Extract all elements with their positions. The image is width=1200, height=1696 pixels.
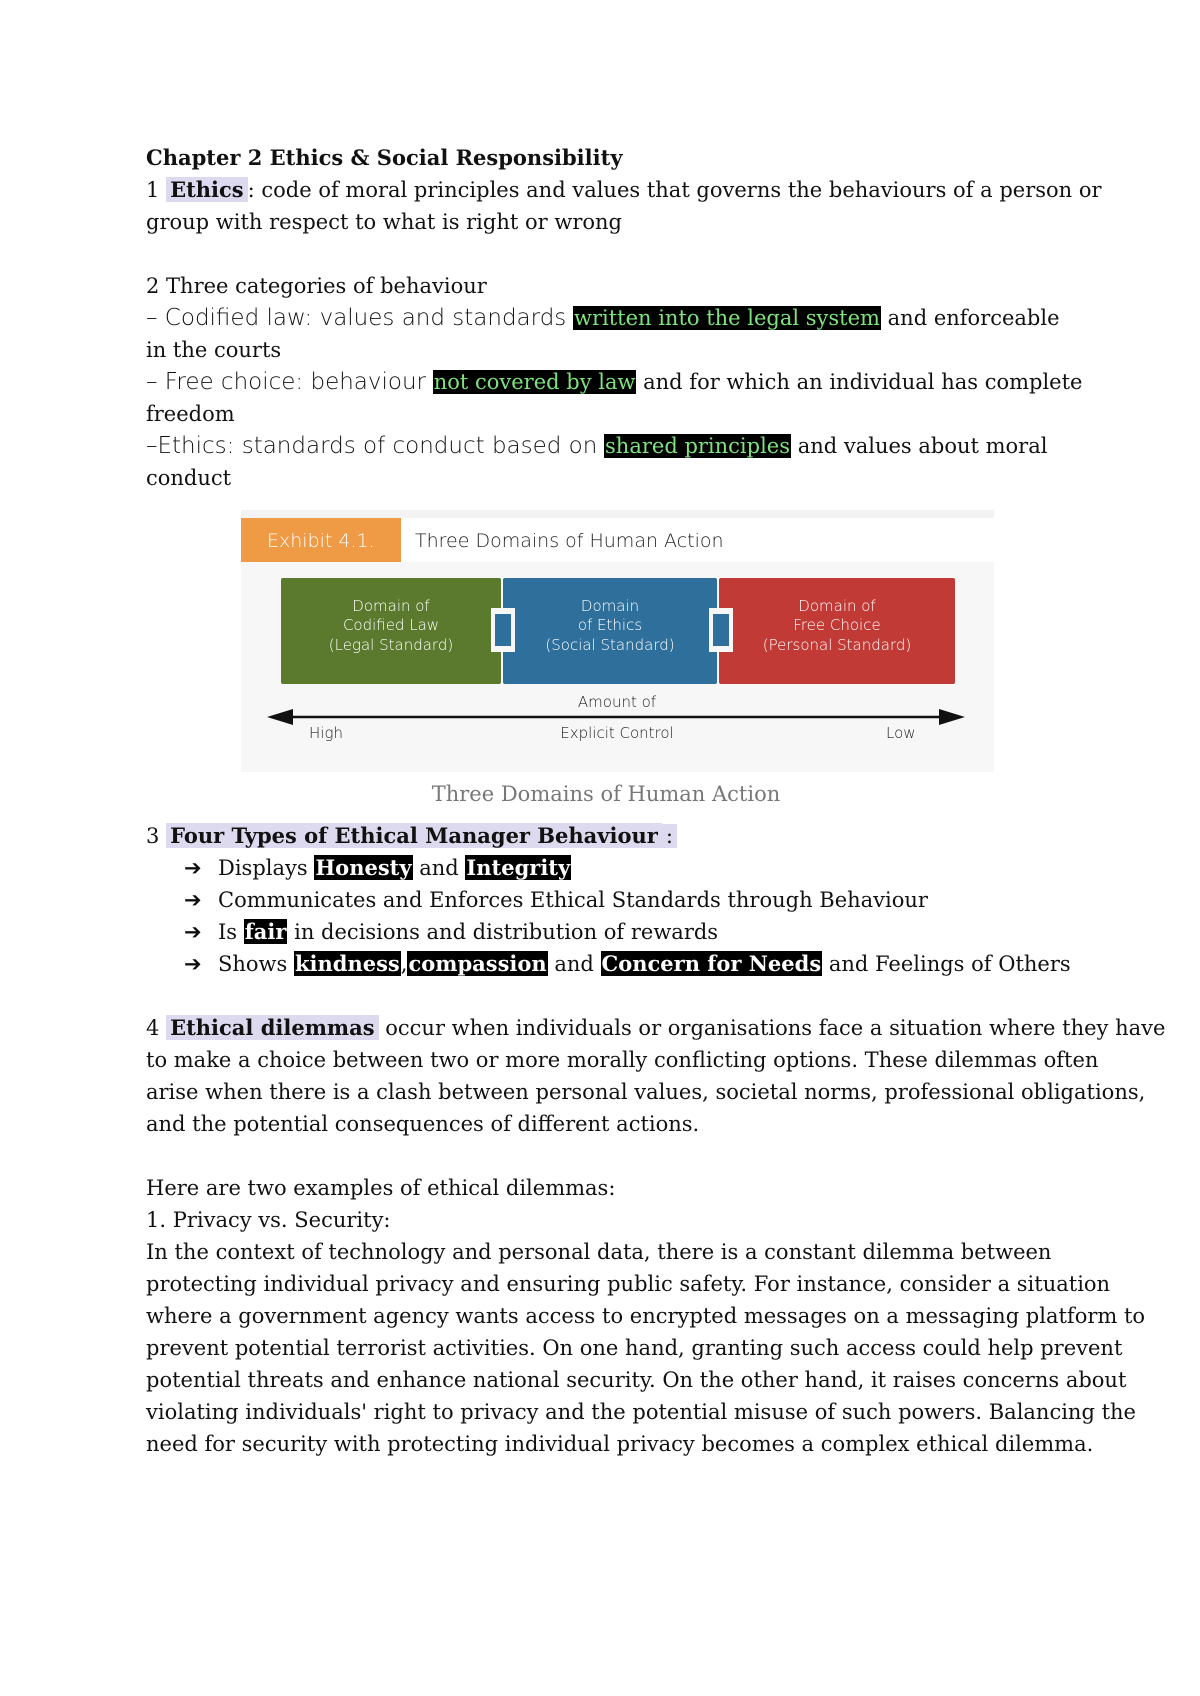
manager-behaviour-heading (146, 820, 1066, 852)
domain-box-codified-law (281, 578, 501, 684)
list-item: ➔ Is fair in decisions and distribution of rewards (184, 916, 1066, 948)
ethics-box-line-3: (Social Standard) (545, 636, 675, 654)
dilemmas-line-2: to make a choice between two or more morally conflicting options. These dilemmas often (146, 1048, 1099, 1072)
section-number: 1 (146, 178, 160, 202)
example-1-line-2: protecting individual privacy and ensuring public safety. For instance, consider a situation (146, 1272, 1111, 1296)
ethics-standard-label: –Ethics: standards of conduct based on (146, 433, 598, 459)
free-choice-box-line-1: Domain of (798, 597, 876, 615)
integrity-highlight: Integrity (466, 855, 571, 880)
arrow-right-icon: ➔ (184, 952, 202, 976)
free-choice-highlight: not covered by law (433, 370, 636, 394)
ethics-box-line-1: Domain (580, 597, 640, 615)
free-choice-line (146, 366, 1083, 398)
section-number: 4 (146, 1016, 160, 1040)
three-domains-diagram (241, 510, 994, 772)
free-choice-box-line-3: (Personal Standard) (762, 636, 912, 654)
arrow-right-icon: ➔ (184, 888, 202, 912)
fair-highlight: fair (244, 919, 287, 944)
ethics-standard-cont: conduct (146, 466, 232, 490)
explicit-control-label: Explicit Control (560, 724, 674, 742)
example-1-line-1: In the context of technology and personal data, there is a constant dilemma between (146, 1240, 1052, 1264)
ethics-term: Ethics (166, 177, 248, 202)
exhibit-label: Exhibit 4.1. (267, 530, 375, 552)
free-choice-label: – Free choice: behaviour (146, 369, 426, 395)
ethics-box-line-2: of Ethics (577, 616, 643, 634)
list-item: ➔ Displays Honesty and Integrity (184, 852, 1066, 884)
example-1-line-3: where a government agency wants access to encrypted messages on a messaging platform to (146, 1304, 1146, 1328)
ethics-standard-highlight: shared principles (605, 434, 791, 458)
codified-law-label: – Codified law: values and standards (146, 305, 567, 331)
free-choice-box-line-2: Free Choice (793, 616, 881, 634)
codified-law-box-line-3: (Legal Standard) (328, 636, 454, 654)
puzzle-tab-2 (713, 614, 729, 646)
codified-law-cont: in the courts (146, 338, 282, 362)
compassion-highlight: compassion (408, 951, 547, 976)
example-1-line-7: need for security with protecting individual privacy becomes a complex ethical dilemma. (146, 1432, 1094, 1456)
ethics-definition-line-1 (146, 174, 1102, 206)
ethics-definition: : code of moral principles and values that governs the behaviours of a person or (247, 178, 1102, 202)
list-item: ➔ Shows kindness,compassion and Concern for Needs and Feelings of Others (184, 948, 1066, 980)
ethical-dilemmas-term: Ethical dilemmas (166, 1015, 379, 1040)
domain-box-free-choice (719, 578, 955, 684)
dilemmas-line-3: arise when there is a clash between personal values, societal norms, professional obligations, (146, 1080, 1146, 1104)
example-1-line-5: potential threats and enhance national security. On the other hand, it raises concerns about (146, 1368, 1127, 1392)
examples-intro: Here are two examples of ethical dilemmas: (146, 1176, 616, 1200)
dilemmas-line-4: and the potential consequences of different actions. (146, 1112, 700, 1136)
codified-law-line (146, 302, 1066, 334)
example-1-line-6: violating individuals' right to privacy and the potential misuse of such powers. Balancing the (146, 1400, 1136, 1424)
example-1-line-4: prevent potential terrorist activities. On one hand, granting such access could help prevent (146, 1336, 1123, 1360)
codified-law-box-line-2: Codified Law (342, 616, 440, 634)
manager-behaviour-title: Four Types of Ethical Manager Behaviour (166, 823, 662, 848)
example-1-title: 1. Privacy vs. Security: (146, 1208, 391, 1232)
exhibit-figure-wrap (146, 510, 1066, 820)
manager-behaviour-list (146, 852, 1071, 980)
ethics-standard-rest: and values about moral (797, 434, 1048, 458)
exhibit-header: Three Domains of Human Action (415, 530, 724, 552)
concern-for-needs-highlight: Concern for Needs (601, 951, 822, 976)
honesty-highlight: Honesty (315, 855, 412, 880)
axis-low-label: Low (886, 724, 916, 742)
ethics-definition-line-2: group with respect to what is right or wrong (146, 210, 622, 234)
codified-law-highlight: written into the legal system (573, 306, 880, 330)
domain-box-ethics (503, 578, 717, 684)
free-choice-cont: freedom (146, 402, 235, 426)
axis-high-label: High (309, 724, 343, 742)
list-item: ➔ Communicates and Enforces Ethical Standards through Behaviour (184, 884, 1066, 916)
puzzle-tab-1 (495, 614, 511, 646)
document-page (146, 142, 1166, 1460)
dilemmas-line-1: 4 Ethical dilemmas occur when individuals or organisations face a situation where they have (146, 1015, 1166, 1040)
arrow-right-icon: ➔ (184, 920, 202, 944)
codified-law-box-line-1: Domain of (352, 597, 430, 615)
amount-of-label: Amount of (577, 693, 657, 711)
codified-law-rest: and enforceable (887, 306, 1060, 330)
categories-title: 2 Three categories of behaviour (146, 274, 487, 298)
ethics-standard-line (146, 430, 1066, 462)
section-number: 3 (146, 824, 160, 848)
figure-caption: Three Domains of Human Action (431, 782, 781, 806)
arrow-right-icon: ➔ (184, 856, 202, 880)
manager-behaviour-colon: : (662, 824, 677, 848)
free-choice-rest: and for which an individual has complete (643, 370, 1083, 394)
chapter-heading: Chapter 2 Ethics & Social Responsibility (146, 145, 623, 170)
kindness-highlight: kindness (295, 951, 400, 976)
